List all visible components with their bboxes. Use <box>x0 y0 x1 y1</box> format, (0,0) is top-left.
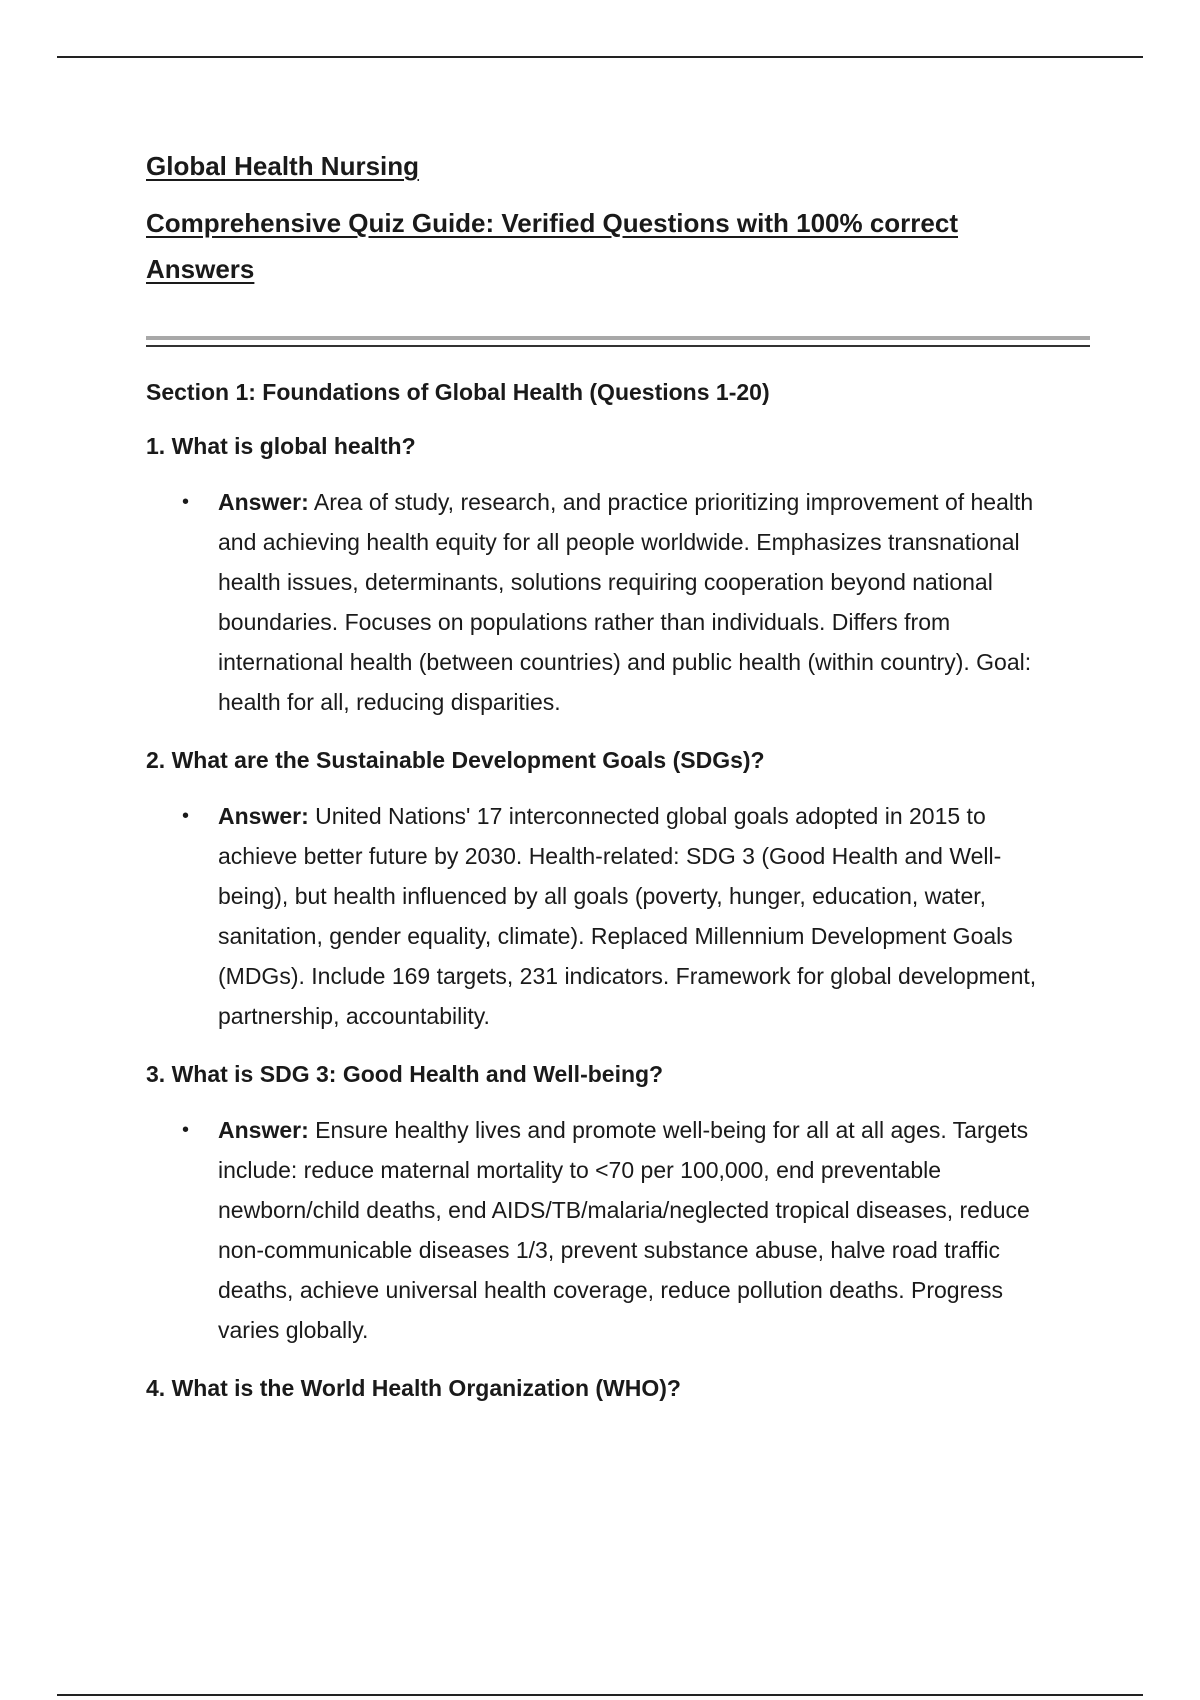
answer-text-2: United Nations' 17 interconnected global goals adopted in 2015 to achieve better future by 2030. Health-related: SDG 3 (Good Health and Well-being), but health influenced by all goals (poverty, hunger, education, water, sanitation, gender equality, climate). Replaced Millennium Development Goals (MDGs). Include 169 targets, 231 indicators. Framework for global development, partnership, accountability. <box>218 803 1037 1029</box>
answer-label: Answer: <box>218 803 309 829</box>
bullet-icon: • <box>182 1119 190 1141</box>
answer-label: Answer: <box>218 1117 309 1143</box>
question-1: 1. What is global health? <box>146 433 416 459</box>
answer-item-3 <box>146 1110 1038 1350</box>
question-2: 2. What are the Sustainable Development Goals (SDGs)? <box>146 747 765 773</box>
footer-rule <box>57 1694 1143 1696</box>
bullet-icon: • <box>182 491 190 513</box>
document-body <box>146 146 1090 1404</box>
answer-label: Answer: <box>218 489 309 515</box>
answer-text-1: Area of study, research, and practice prioritizing improvement of health and achieving health equity for all people worldwide. Emphasizes transnational health issues, determinants, solutions requiring cooperation beyond national boundaries. Focuses on populations rather than individuals. Differs from international health (between countries) and public health (within country). Goal: health for all, reducing disparities. <box>218 489 1034 715</box>
answer-item-1 <box>146 482 1038 722</box>
bullet-icon: • <box>182 805 190 827</box>
answer-text-3: Ensure healthy lives and promote well-being for all at all ages. Targets include: reduce maternal mortality to <70 per 100,000, end preventable newborn/child deaths, end AIDS/TB/malaria/neglected tropical diseases, reduce non-communicable diseases 1/3, prevent substance abuse, halve road traffic deaths, achieve universal health coverage, reduce pollution deaths. Progress varies globally. <box>218 1117 1030 1343</box>
document-subtitle: Comprehensive Quiz Guide: Verified Questions with 100% correct Answers <box>146 208 958 284</box>
double-divider <box>146 336 1090 348</box>
answer-list-2 <box>146 796 1090 1036</box>
question-3: 3. What is SDG 3: Good Health and Well-being? <box>146 1061 664 1087</box>
header-rule <box>57 56 1143 58</box>
question-4: 4. What is the World Health Organization (WHO)? <box>146 1375 681 1401</box>
document-title: Global Health Nursing <box>146 151 420 181</box>
answer-item-2 <box>146 796 1038 1036</box>
answer-list-3 <box>146 1110 1090 1350</box>
section-title: Section 1: Foundations of Global Health (Questions 1-20) <box>146 379 770 405</box>
answer-list-1 <box>146 482 1090 722</box>
